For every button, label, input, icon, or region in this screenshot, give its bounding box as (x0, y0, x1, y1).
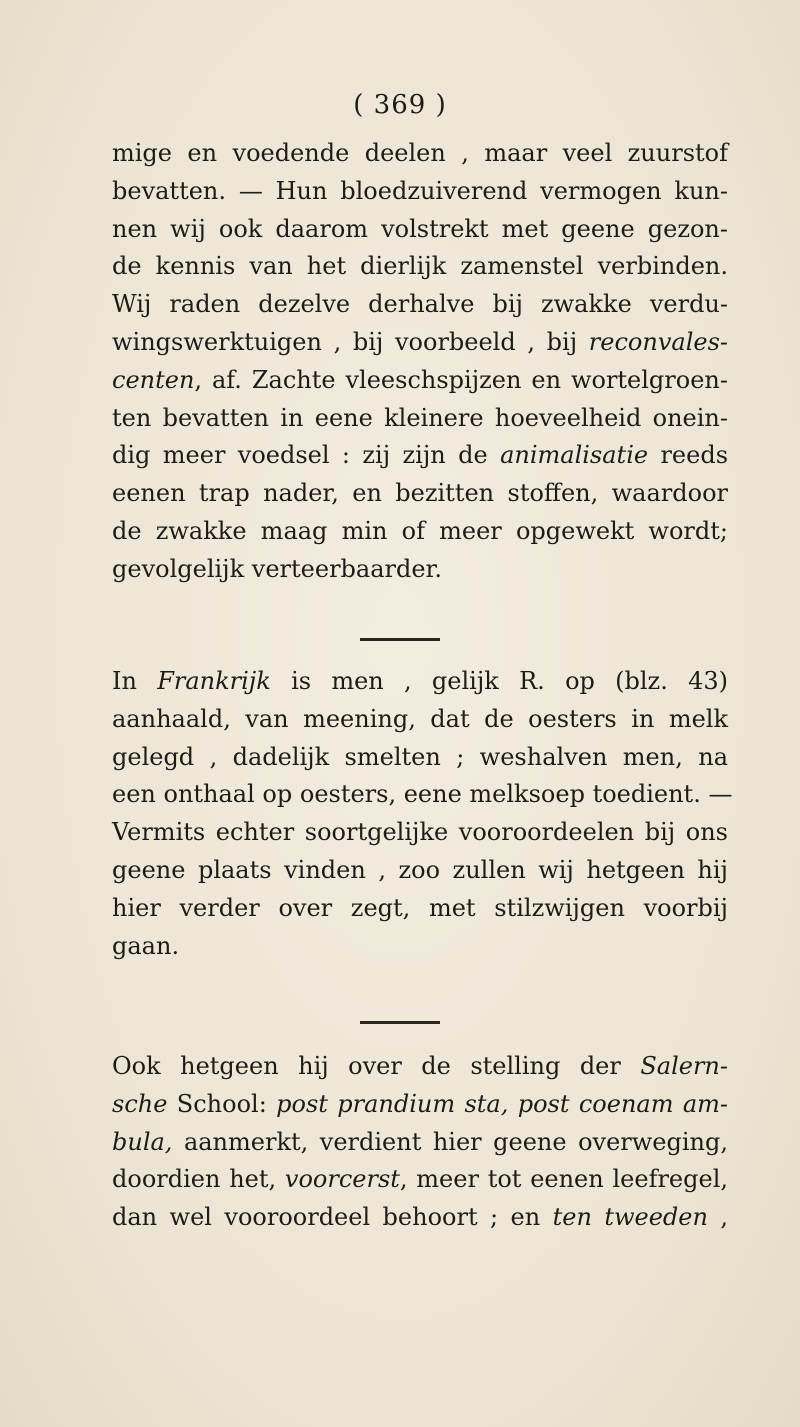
text-fragment: dan wel vooroordeel behoort ; en (112, 1203, 553, 1232)
text-line: gevolgelijk verteerbaarder. (112, 554, 443, 583)
italic-latin-phrase: bula, (112, 1127, 173, 1156)
italic-term: sche (112, 1089, 168, 1118)
text-line: nen wij ook daarom volstrekt met geene gezon- (112, 214, 728, 243)
text-line (112, 663, 728, 701)
text-fragment: , af. Zachte vleeschspijzen en wortelgroen- (194, 365, 728, 394)
text-line: de zwakke maag min of meer opgewekt wordt; (112, 516, 728, 545)
text-line (112, 1124, 728, 1162)
text-line (112, 437, 728, 475)
text-fragment: aanmerkt, verdient hier geene overweging, (172, 1127, 728, 1156)
text-fragment: wingswerktuigen , bij voorbeeld , bij (112, 327, 589, 356)
italic-term: animalisatie (500, 441, 649, 470)
text-line: mige en voedende deelen , maar veel zuurstof (112, 139, 728, 167)
text-fragment: Ook hetgeen hij over de stelling der (112, 1052, 641, 1080)
text-line (112, 1086, 728, 1124)
text-line: Vermits echter soortgelijke vooroordeelen bij ons (112, 818, 728, 847)
italic-term: ten tweeden (552, 1203, 708, 1232)
paragraph-1 (112, 135, 728, 589)
italic-term: centen (112, 365, 195, 394)
paragraph-2 (112, 663, 733, 965)
text-line: de kennis van het dierlijk zamenstel verbinden. (112, 252, 728, 281)
text-fragment: , (707, 1203, 728, 1232)
text-line: eenen trap nader, en bezitten stoffen, waardoor (112, 479, 728, 508)
text-line: bevatten. — Hun bloedzuiverend vermogen kun- (112, 176, 728, 205)
text-line: ten bevatten in eene kleinere hoeveelheid onein- (112, 403, 728, 432)
italic-term: Frankrijk (157, 667, 271, 695)
text-fragment: In (112, 667, 158, 695)
text-line (112, 362, 728, 400)
text-line (112, 1048, 728, 1086)
text-fragment: , meer tot eenen leefregel, (399, 1165, 728, 1194)
text-line: aanhaald, van meening, dat de oesters in melk (112, 704, 728, 733)
italic-term: voorcerst (284, 1165, 400, 1194)
text-line: geene plaats vinden , zoo zullen wij hetgeen hij (112, 855, 728, 884)
text-line (112, 1161, 728, 1199)
text-line: hier verder over zegt, met stilzwijgen voorbij (112, 893, 728, 922)
text-line (112, 324, 728, 362)
page-number: ( 369 ) (353, 90, 447, 120)
text-line: gaan. (112, 931, 180, 960)
text-line: gelegd , dadelijk smelten ; weshalven men, na (112, 742, 728, 771)
text-fragment: dig meer voedsel : zij zijn de (112, 441, 501, 470)
paragraph-3 (112, 1048, 728, 1237)
italic-term: reconvales- (588, 327, 728, 356)
text-fragment: doordien het, (112, 1165, 285, 1194)
text-line: een onthaal op oesters, eene melksoep toedient. — (112, 780, 733, 809)
section-divider (360, 1021, 440, 1024)
italic-term: Salern- (640, 1052, 728, 1080)
text-fragment: reeds (648, 441, 729, 470)
italic-latin-phrase: post prandium sta, post coenam am- (276, 1089, 728, 1118)
text-line: Wij raden dezelve derhalve bij zwakke verdu- (112, 290, 728, 319)
text-fragment: is men , gelijk R. op (blz. 43) (270, 667, 728, 695)
text-line (112, 1199, 728, 1237)
section-divider (360, 638, 440, 641)
text-fragment: School: (167, 1089, 277, 1118)
